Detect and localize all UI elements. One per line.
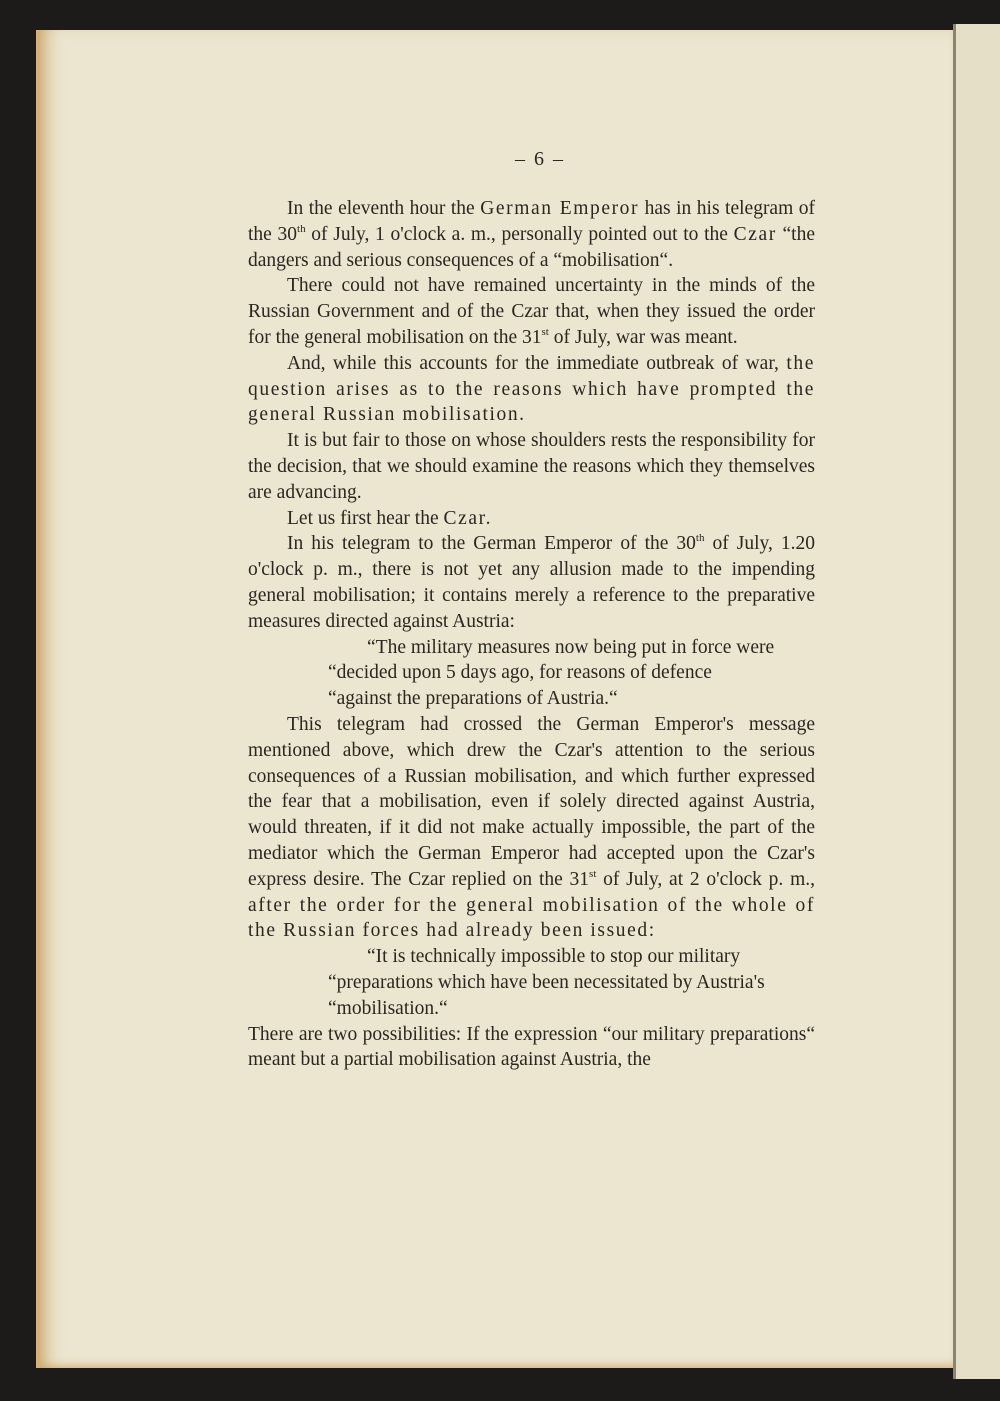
paragraph-8: There are two possibilities: If the expression “our military preparations“ meant but a partial mobilisation against Austria, the <box>248 1023 815 1071</box>
paragraph-7: This telegram had crossed the German Emperor's message mentioned above, which drew the Czar's attention to the serious consequences of a Russian mobilisation, and which further expressed the fear that a mobilisation, even if solely directed against Austria, would threaten, if it did not make actually impossible, the part of the mediator which the German Emperor had accepted upon the Czar's express desire. The Czar replied on the 31st of July, at 2 o'clock p. m., after the order for the general mobilisation of the whole of the Russian forces had already been issued: <box>248 713 815 942</box>
paragraph-4: It is but fair to those on whose shoulders rests the responsibility for the decision, that we should examine the reasons which they themselves are advancing. <box>248 430 815 503</box>
paragraph-5: Let us first hear the Czar. <box>287 507 493 529</box>
emphasis-german-emperor: German Emperor <box>480 198 640 219</box>
emphasis-czar: Czar <box>733 223 777 245</box>
paragraph-2: There could not have remained uncertainty in the minds of the Russian Government and of the Czar that, when they issued the order for the general mobilisation on the 31st of July, war was meant. <box>248 275 815 348</box>
emphasis-question: the question arises as to the reasons which have prompted the general Russian mobilisation. <box>248 352 815 426</box>
quotation-2: “It is technically impossible to stop our military “preparations which have been necessitated by Austria's “mobilisation.“ <box>328 946 765 1019</box>
page-body-text <box>248 196 815 1073</box>
quotation-1: “The military measures now being put in force were “decided upon 5 days ago, for reasons of defence “against the preparations of Austria.“ <box>328 636 775 710</box>
adjacent-page-edge <box>953 24 1000 1379</box>
paragraph-6: In his telegram to the German Emperor of the 30th of July, 1.20 o'clock p. m., there is not yet any allusion made to the impending general mobilisation; it contains merely a reference to the preparative measures directed against Austria: <box>248 532 816 632</box>
paragraph-1: In the eleventh hour the German Emperor has in his telegram of the 30th of July, 1 o'clock a. m., personally pointed out to the Czar “the dangers and serious consequences of a “mobilisation“. <box>248 198 816 271</box>
page-number: – 6 – <box>515 148 565 170</box>
emphasis-after-order: after the order for the general mobilisation of the whole of the Russian forces had already been issued: <box>248 894 815 942</box>
emphasis-czar-2: Czar. <box>443 507 493 529</box>
paragraph-3: And, while this accounts for the immediate outbreak of war, the question arises as to the reasons which have prompted the general Russian mobilisation. <box>248 352 815 426</box>
